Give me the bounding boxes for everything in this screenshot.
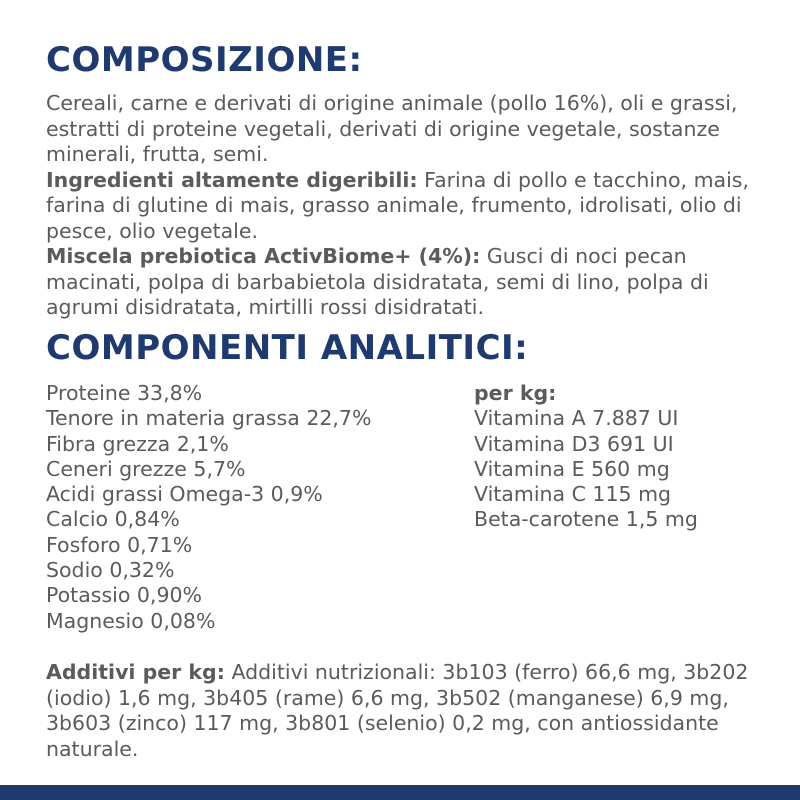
analytic-item: Fosforo 0,71% bbox=[46, 532, 193, 557]
vitamin-item: Beta-carotene 1,5 mg bbox=[474, 507, 698, 532]
vitamin-item: Vitamina E 560 mg bbox=[474, 456, 670, 481]
analytic-heading: COMPONENTI ANALITICI: bbox=[46, 328, 529, 368]
analytic-item: Sodio 0,32% bbox=[46, 558, 175, 583]
vitamin-item: Vitamina C 115 mg bbox=[474, 482, 672, 507]
additives-text bbox=[46, 660, 766, 762]
composition-heading: COMPOSIZIONE: bbox=[46, 40, 363, 80]
analytic-item: Magnesio 0,08% bbox=[46, 608, 216, 633]
prebiotic-text: Gusci di noci pecan macinati, polpa di barbabietola disidratata, semi di lino, polpa di agrumi disidratata, mirtilli rossi disidratati. bbox=[46, 244, 709, 319]
composition-intro: Cereali, carne e derivati di origine animale (pollo 16%), oli e grassi, estratti di proteine vegetali, derivati di origine vegetale, sostanze minerali, frutta, semi. bbox=[46, 91, 738, 166]
vitamin-item: Vitamina A 7.887 UI bbox=[474, 406, 679, 431]
analytic-item: Potassio 0,90% bbox=[46, 583, 203, 608]
composition-text bbox=[46, 91, 786, 321]
prebiotic-label: Miscela prebiotica ActivBiome+ (4%): bbox=[46, 244, 481, 268]
analytic-item: Calcio 0,84% bbox=[46, 507, 180, 532]
bottom-bar bbox=[0, 785, 800, 800]
analytic-item: Ceneri grezze 5,7% bbox=[46, 456, 246, 481]
analytic-item: Proteine 33,8% bbox=[46, 381, 203, 405]
additives-label: Additivi per kg: bbox=[46, 660, 225, 684]
per-kg-title: per kg: bbox=[474, 381, 557, 405]
digestible-label: Ingredienti altamente digeribili: bbox=[46, 167, 418, 192]
analytic-item: Tenore in materia grassa 22,7% bbox=[46, 406, 372, 431]
vitamin-item: Vitamina D3 691 UI bbox=[474, 431, 674, 456]
analytic-list bbox=[46, 381, 371, 634]
digestible-text: Farina di pollo e tacchino, mais, farina di glutine di mais, grasso animale, frumento, idrolisati, olio di pesce, olio vegetale. bbox=[46, 167, 750, 243]
additives-body: Additivi nutrizionali: 3b103 (ferro) 66,6 mg, 3b202 (iodio) 1,6 mg, 3b405 (rame) 6,6 mg, 3b502 (manganese) 6,9 mg, 3b603 (zinco) 117 mg, 3b801 (selenio) 0,2 mg, con antiossidante naturale. bbox=[46, 660, 749, 761]
analytic-item: Acidi grassi Omega-3 0,9% bbox=[46, 482, 323, 507]
vitamin-list bbox=[474, 381, 698, 533]
analytic-item: Fibra grezza 2,1% bbox=[46, 431, 229, 456]
